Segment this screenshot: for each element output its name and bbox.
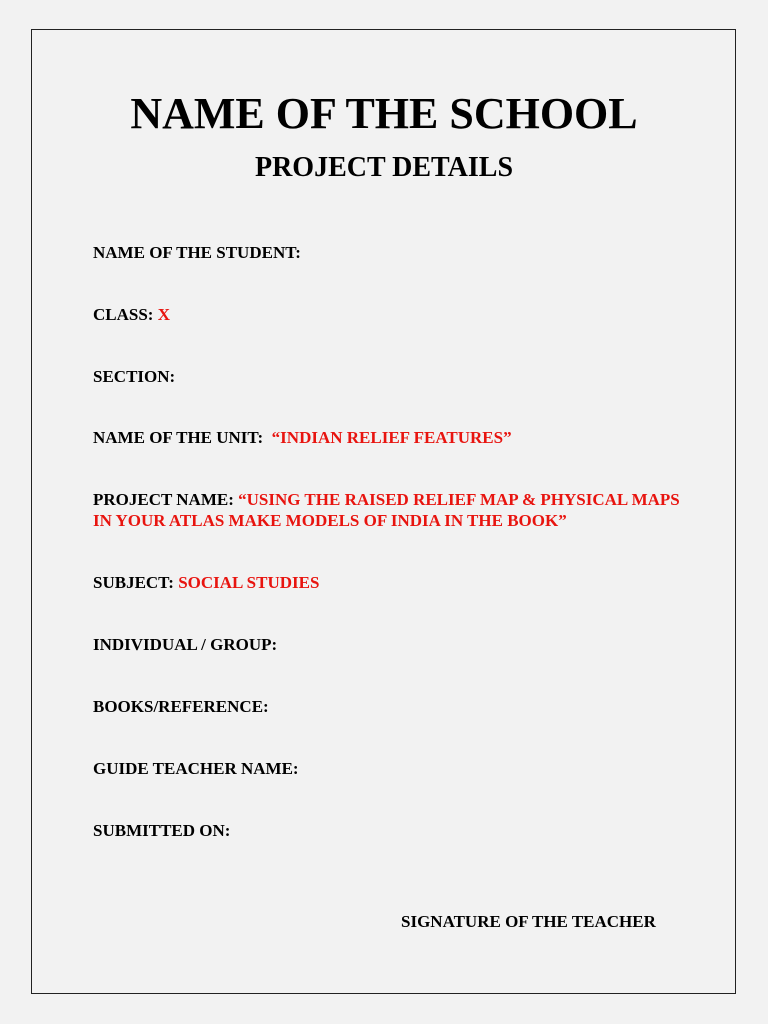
- student-name-field: [93, 242, 683, 263]
- teacher-signature-label: SIGNATURE OF THE TEACHER: [401, 912, 656, 931]
- books-reference-field: [93, 696, 683, 717]
- unit-name-label: NAME OF THE UNIT:: [93, 428, 264, 447]
- student-name-label: NAME OF THE STUDENT:: [93, 243, 301, 262]
- guide-teacher-field: [93, 758, 683, 779]
- project-name-label: PROJECT NAME:: [93, 490, 234, 509]
- books-reference-label: BOOKS/REFERENCE:: [93, 697, 269, 716]
- subject-value: SOCIAL STUDIES: [178, 573, 320, 592]
- class-value: X: [157, 305, 170, 324]
- unit-name-field: [93, 427, 683, 448]
- project-name-value: “USING THE RAISED RELIEF MAP & PHYSICAL MAPS IN YOUR ATLAS MAKE MODELS OF INDIA IN THE BOOK”: [93, 490, 680, 530]
- section-field: [93, 366, 683, 387]
- submitted-on-label: SUBMITTED ON:: [93, 821, 231, 840]
- project-details-heading: PROJECT DETAILS: [254, 152, 514, 183]
- project-name-field: [93, 489, 683, 531]
- submitted-on-field: [93, 820, 683, 841]
- individual-group-field: [93, 634, 683, 655]
- guide-teacher-label: GUIDE TEACHER NAME:: [93, 759, 299, 778]
- individual-group-label: INDIVIDUAL / GROUP:: [93, 635, 278, 654]
- subject-field: [93, 572, 683, 593]
- class-label: CLASS:: [93, 305, 154, 324]
- class-field: [93, 304, 683, 325]
- school-name-title: NAME OF THE SCHOOL: [130, 89, 638, 138]
- unit-name-value: “INDIAN RELIEF FEATURES”: [271, 428, 512, 447]
- section-label: SECTION:: [93, 367, 176, 386]
- subject-label: SUBJECT:: [93, 573, 174, 592]
